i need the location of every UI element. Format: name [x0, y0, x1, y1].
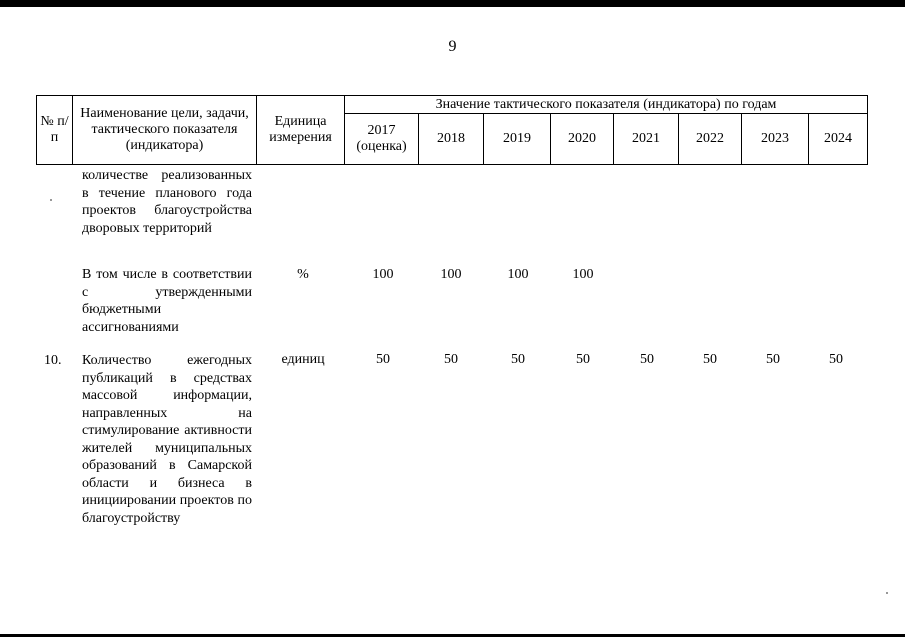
row-10-name: Количество ежегодных публикаций в средствах массовой информации, направленных на стимулирование активности жителей муниципальных образований в Самарской области и бизнеса в инициировании проектов по благоустройству — [82, 353, 252, 526]
header-unit: Единица измерения — [257, 96, 345, 165]
row-10-value: 50 — [576, 352, 590, 367]
page-number: 9 — [448, 38, 457, 55]
row-10-value: 50 — [640, 352, 654, 367]
header-year: 2022 — [679, 114, 742, 165]
top-border-rule — [0, 0, 905, 7]
header-values-title: Значение тактического показателя (индикатора) по годам — [345, 96, 868, 114]
header-year: 2023 — [742, 114, 809, 165]
header-year: 2021 — [614, 114, 679, 165]
row-10-value: 50 — [511, 352, 525, 367]
header-year: 2020 — [551, 114, 614, 165]
header-num: № п/п — [37, 96, 73, 165]
scan-speck — [886, 592, 888, 594]
header-year: 2017 (оценка) — [345, 114, 419, 165]
table-header — [36, 95, 868, 165]
header-name: Наименование цели, задачи, тактического показателя (индикатора) — [73, 96, 257, 165]
row-subindicator-value: 100 — [440, 267, 462, 282]
row-subindicator-unit: % — [297, 267, 309, 282]
row-10-value: 50 — [766, 352, 780, 367]
header-year: 2024 — [809, 114, 868, 165]
scan-speck — [50, 199, 52, 201]
row-10-value: 50 — [829, 352, 843, 367]
row-10-unit: единиц — [281, 352, 325, 367]
row-subindicator-value: 100 — [372, 267, 394, 282]
row-continuation-name: количестве реализованных в течение планового года проектов благоустройства дворовых территорий — [82, 168, 252, 236]
header-year: 2019 — [484, 114, 551, 165]
row-10-value: 50 — [703, 352, 717, 367]
bottom-border-rule — [0, 634, 905, 637]
row-subindicator-value: 100 — [507, 267, 529, 282]
row-10-value: 50 — [444, 352, 458, 367]
row-10-number: 10. — [44, 353, 62, 368]
header-year: 2018 — [419, 114, 484, 165]
row-subindicator-name: В том числе в соответствии с утвержденными бюджетными ассигнованиями — [82, 267, 252, 335]
row-subindicator-value: 100 — [572, 267, 594, 282]
row-10-value: 50 — [376, 352, 390, 367]
